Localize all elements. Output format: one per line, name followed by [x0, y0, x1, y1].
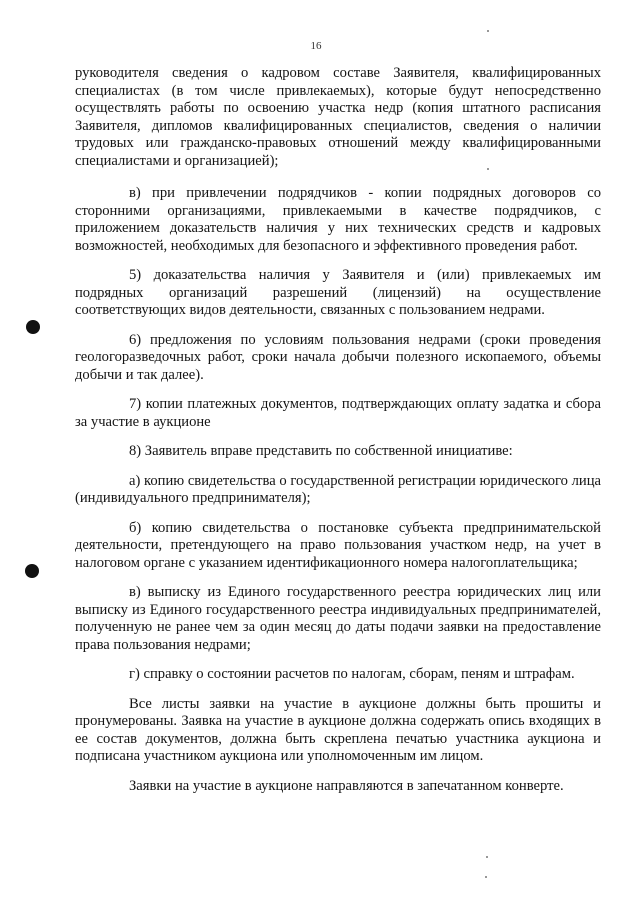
scan-speck [486, 856, 488, 858]
paragraph-item-b: б) копию свидетельства о постановке субъекта предпринимательской деятельности, претендующего на право пользования участком недр, на учет в налоговом органе с указанием идентификационного номера налогоплательщика; [75, 519, 601, 571]
binder-hole-bottom [25, 564, 39, 578]
scan-speck [485, 876, 487, 878]
paragraph-item-a: а) копию свидетельства о государственной регистрации юридического лица (индивидуального предпринимателя); [75, 472, 601, 506]
paragraph-item-6: 6) предложения по условиям пользования недрами (сроки проведения геологоразведочных работ, сроки начала добычи полезного ископаемого, объемы добычи и так далее). [75, 331, 601, 383]
scan-speck [487, 30, 489, 32]
paragraph-sheets-requirements: Все листы заявки на участие в аукционе должны быть прошиты и пронумерованы. Заявка на участие в аукционе должна содержать опись входящих в ее состав документов, должна быть скреплена печатью участника аукциона и подписана участником аукциона или уполномоченным им лицом. [75, 695, 601, 764]
binder-hole-top [26, 320, 40, 334]
paragraph-sealed-envelope: Заявки на участие в аукционе направляются в запечатанном конверте. [129, 777, 564, 794]
paragraph-item-v-contractors: в) при привлечении подрядчиков - копии подрядных договоров со сторонними организациями, привлекаемыми в качестве подрядчиков, с приложением доказательств наличия у них технических средств и кадровых возможностей, необходимых для безопасного и эффективного проведения работ. [75, 185, 601, 254]
paragraph-item-5: 5) доказательства наличия у Заявителя и (или) привлекаемых им подрядных организаций разрешений (лицензий) на осуществление соответствующих видов деятельности, связанных с пользованием недрами. [75, 267, 601, 318]
page-number: 16 [310, 40, 322, 52]
paragraph-item-g: г) справку о состоянии расчетов по налогам, сборам, пеням и штрафам. [129, 666, 575, 682]
paragraph-item-7: 7) копии платежных документов, подтверждающих оплату задатка и сбора за участие в аукционе [75, 396, 601, 430]
paragraph-item-8: 8) Заявитель вправе представить по собственной инициативе: [129, 443, 513, 459]
document-body [75, 65, 601, 807]
paragraph-continuation: руководителя сведения о кадровом составе Заявителя, квалифицированных специалистах (в том числе привлекаемых), которые будут непосредственно осуществлять работы по освоению участка недр (копия штатного расписания Заявителя, дипломов квалифицированных специалистов, сведения о наличии трудовых или гражданско-правовых отношений между квалифицированными специалистами и организацией); [75, 65, 601, 169]
paragraph-item-v-extract: в) выписку из Единого государственного реестра юридических лиц или выписку из Единого государственного реестра индивидуальных предпринимателей, полученную не ранее чем за один месяц до даты подачи заявки на предоставление права пользования недрами; [75, 584, 601, 653]
